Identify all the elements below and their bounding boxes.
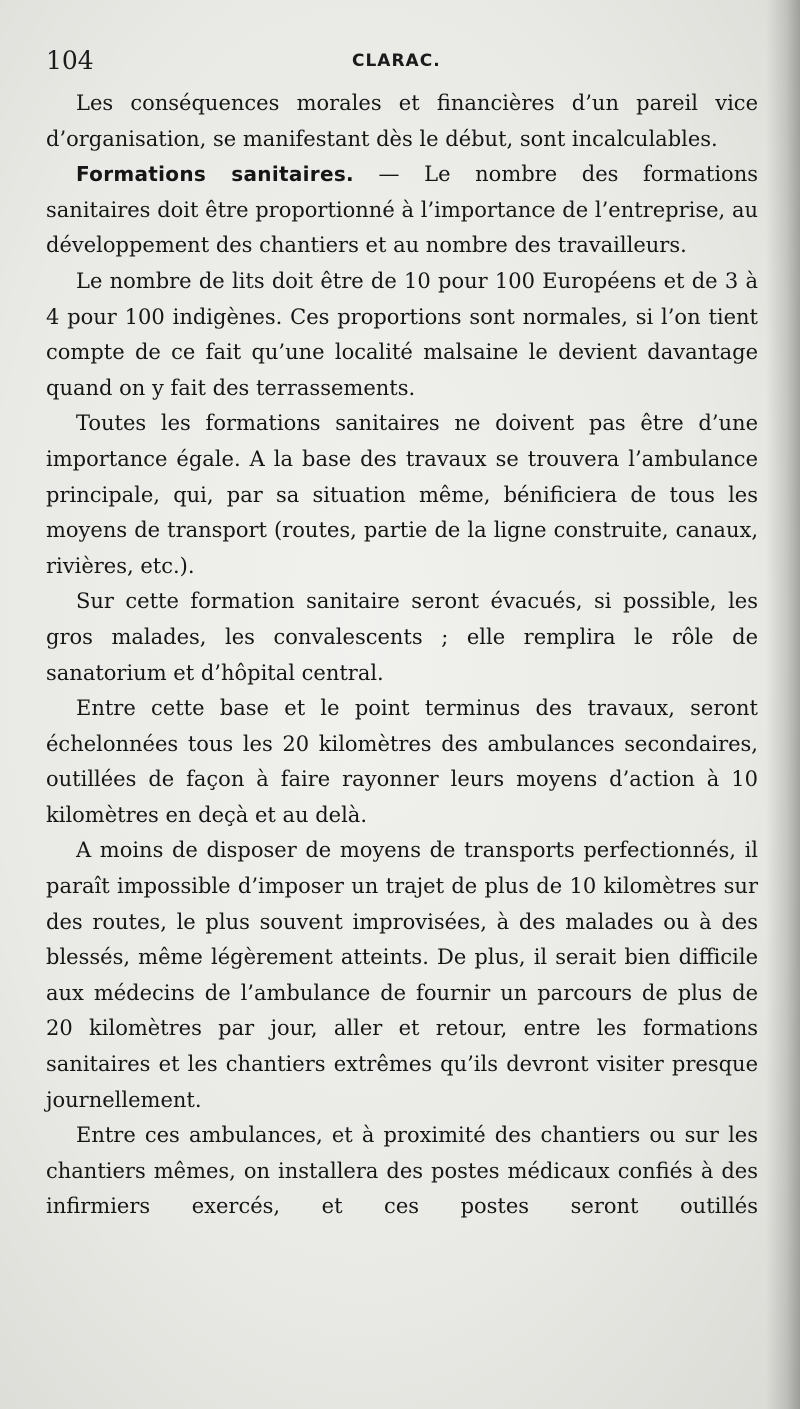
- body-text: [46, 86, 758, 1225]
- paragraph-text: Sur cette formation sanitaire seront évacués, si possible, les gros malades, les convalescents ; elle remplira le rôle de sanatorium et d’hôpital central.: [46, 589, 758, 685]
- paragraph-text: — Le nombre des formations sanitaires doit être proportionné à l’importance de l’entreprise, au développement des chantiers et au nombre des travailleurs.: [46, 162, 758, 258]
- paragraph-text: Entre ces ambulances, et à proximité des chantiers ou sur les chantiers mêmes, on installera des postes médicaux confiés à des infirmiers exercés, et ces postes seront outillés: [46, 1123, 758, 1219]
- paragraph-nombre-de-lits: [46, 264, 758, 406]
- paragraph-toutes-les-formations: [46, 406, 758, 584]
- paragraph-text: Toutes les formations sanitaires ne doivent pas être d’une importance égale. A la base des travaux se trouvera l’ambulance principale, qui, par sa situation même, bénificiera de tous les moyens de transport (routes, partie de la ligne construite, canaux, rivières, etc.).: [46, 411, 758, 578]
- paragraph-text: A moins de disposer de moyens de transports perfectionnés, il paraît impossible d’imposer un trajet de plus de 10 kilomètres sur des routes, le plus souvent improvisées, à des malades ou à des blessés, même légèrement atteints. De plus, il serait bien difficile aux médecins de l’ambulance de fournir un parcours de plus de 20 kilomètres par jour, aller et retour, entre les formations sanitaires et les chantiers extrêmes qu’ils devront visiter presque journellement.: [46, 838, 758, 1112]
- running-head: CLARAC.: [352, 51, 441, 71]
- paragraph-a-moins-de-disposer: [46, 833, 758, 1118]
- page-number: 104: [46, 46, 94, 75]
- paragraph-text: Le nombre de lits doit être de 10 pour 100 Européens et de 3 à 4 pour 100 indigènes. Ces proportions sont normales, si l’on tient compte de ce fait qu’une localité malsaine le devient davantage quand on y fait des terrassements.: [46, 268, 758, 400]
- paragraph-formations-sanitaires: [46, 157, 758, 264]
- paragraph-text: Les conséquences morales et financières d’un pareil vice d’organisation, se manifestant dès le début, sont incalculables.: [46, 91, 758, 151]
- paragraph-sur-cette-formation: [46, 584, 758, 691]
- paragraph-consequences: [46, 86, 758, 157]
- paragraph-entre-cette-base: [46, 691, 758, 833]
- paragraph-entre-ces-ambulances: [46, 1118, 758, 1225]
- page-header: [46, 44, 746, 78]
- section-heading: Formations sanitaires.: [76, 162, 354, 187]
- paragraph-text: Entre cette base et le point terminus des travaux, seront échelonnées tous les 20 kilomètres des ambulances secondaires, outillées de façon à faire rayonner leurs moyens d’action à 10 kilomètres en deçà et au delà.: [46, 696, 758, 827]
- page-edge-shadow: [766, 0, 800, 1409]
